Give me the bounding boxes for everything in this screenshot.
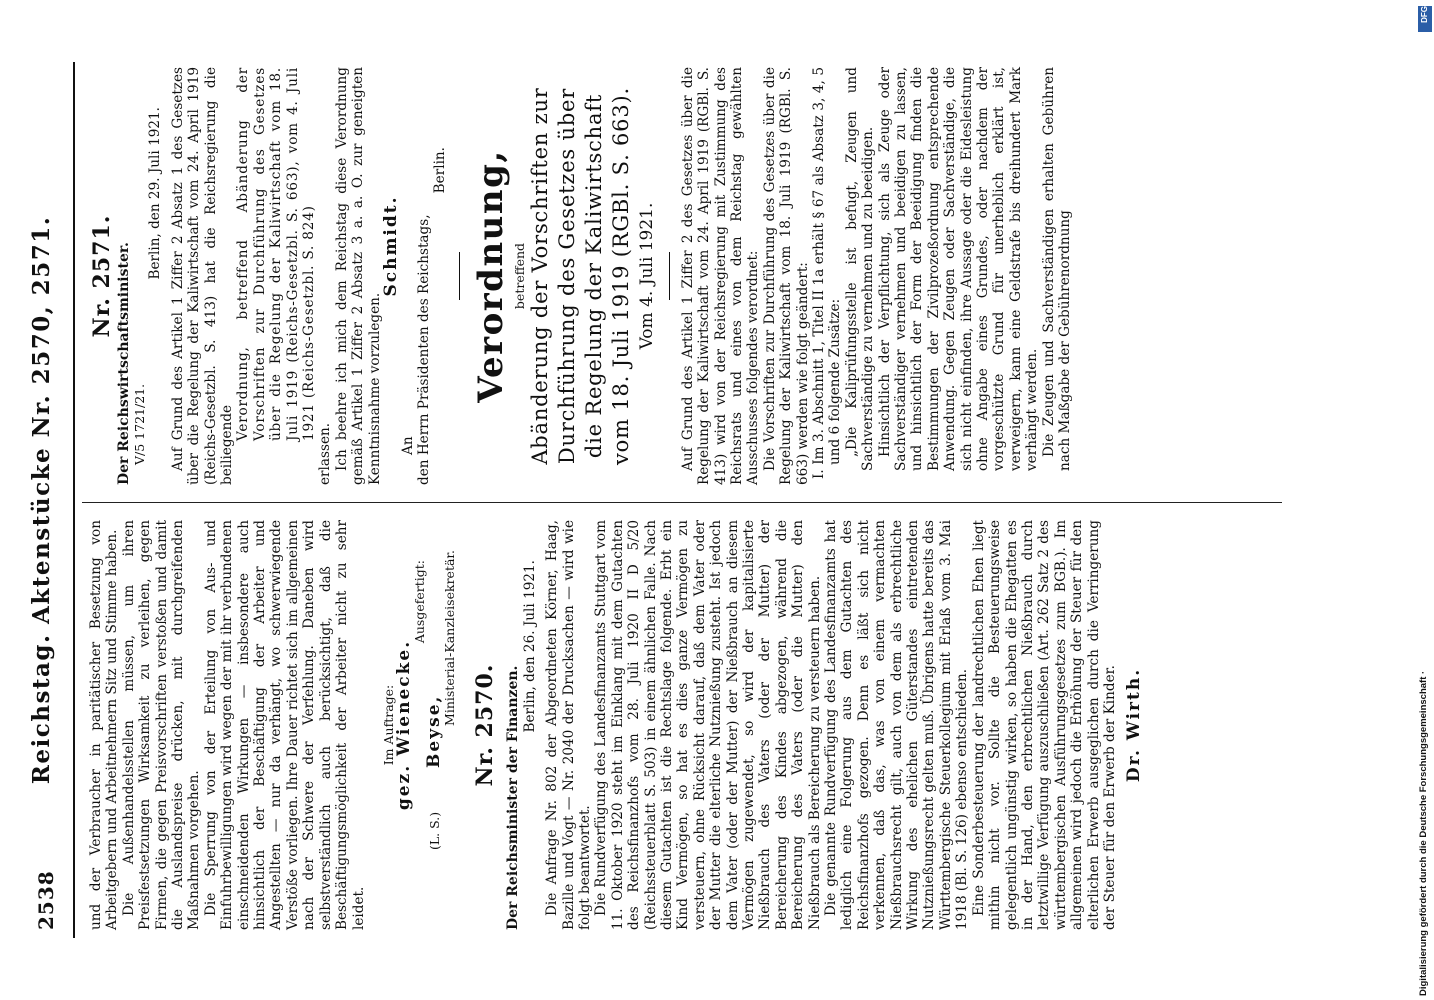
minister-2570: Der Reichsminister der Finanzen. bbox=[505, 665, 522, 930]
verordnung-title: Abänderung der Vorschriften zur Durchführung des Gesetzes über die Regelung der Kaliwirtschaft vom 18. Juli 1919 (RGBl. S. 663). bbox=[527, 87, 633, 465]
addressee-city: Berlin. bbox=[432, 147, 449, 194]
paragraph: Hinsichtlich der Verpflichtung, sich als Zeuge oder Sachverständiger vernehmen und beeidigen zu lassen, und hinsichtlich der Form der Beeidigung finden die Bestimmungen der Zivilprozeßordnung entsprechende Anwendung. Gegen Zeugen oder Sachverständige, die sich nicht einfinden, ihre Aussage oder die Eidesleistung ohne Angabe eines Grundes, oder nachdem der vorgeschützte Grund für unerheblich erklärt ist, verweigern, kann eine Geldstrafe bis dreihundert Mark verhängt werden. bbox=[876, 67, 1041, 471]
right-column bbox=[88, 67, 1073, 485]
addressee: den Herrn Präsidenten des Reichstags, bbox=[415, 214, 432, 485]
signature-wirth: Dr. Wirth. bbox=[1124, 667, 1145, 783]
page-number: 2538 bbox=[34, 870, 58, 930]
nr-2571-heading: Nr. 2571. bbox=[89, 214, 115, 338]
list-item: I. Im 3. Abschnitt 1, Titel II 1a erhält § 67 als Absatz 3, 4, 5 und 6 folgende Zusätze: bbox=[810, 67, 844, 479]
date-2570: Berlin, den 26. Juli 1921. bbox=[521, 560, 538, 733]
column-rule bbox=[82, 502, 1282, 503]
paragraph: Auf Grund des Artikel 1 Ziffer 2 des Gesetzes über die Regelung der Kaliwirtschaft vom 24. April 1919 (RGBl. S. 413) wird von der Reichsregierung mit Zustimmung des Reichsrats und eines von dem Reichstag gewählten Ausschusses folgendes verordnet: bbox=[679, 67, 762, 485]
nr-2570-heading: Nr. 2570. bbox=[472, 663, 499, 787]
betreffend-label: betreffend bbox=[511, 242, 527, 310]
verordnung-heading: Verordnung, bbox=[470, 149, 511, 403]
credit-text: Digitalisierung gefördert durch die Deutsche Forschungsgemeinschaft · bbox=[1418, 670, 1429, 996]
quoted-title: Verordnung, betreffend Abänderung der Vorschriften zur Durchführung des Gesetzes über die Regelung der Kaliwirtschaft vom 18. Juli 1919 (Reichs-Gesetzbl. S. 663), vom 4. Juli 1921 (Reichs-Gesetzbl. S. 824) bbox=[235, 67, 318, 441]
erlassen: erlassen. bbox=[317, 422, 334, 485]
ausgefertigt-label: Ausgefertigt: bbox=[412, 560, 428, 644]
auftrag-signature: gez. Wienecke. bbox=[393, 639, 414, 811]
an-label: An bbox=[399, 436, 416, 455]
date-2571: Berlin, den 29. Juli 1921. bbox=[147, 107, 164, 280]
paragraph: Eine Sonderbesteuerung der landrechtlichen Ehen liegt mithin nicht vor. Sollte die Besteuerungsweise gelegentlich ungünstig wirken, so haben die Ehegatten es in der Hand, den erbrechtlichen Nießbrauch durch letztwillige Verfügung auszuschließen (Art. 262 Satz 2 des württembergischen Ausführungsgesetzes zum BGB.). Im allgemeinen wird jedoch die Erhöhung der Steuer für den elterlichen Erwerb ausgeglichen durch die Verringerung der Steuer für den Erwerb der Kinder. bbox=[970, 520, 1118, 930]
paragraph: Die Zeugen und Sachverständigen erhalten Gebühren nach Maßgabe der Gebührenordnung bbox=[1040, 67, 1074, 471]
page-header bbox=[28, 70, 62, 930]
minister-2571: Der Reichswirtschaftsminister. bbox=[116, 242, 132, 485]
ausgefertigt-title: Ministerial-Kanzleisekretär. bbox=[442, 550, 458, 726]
paragraph: Die Sperrung von der Erteilung von Aus- und Einfuhrbewilligungen wird wegen der mit ihr verbundenen einschneidenden Wirkungen — insbesondere auch hinsichtlich der Beschäftigung der Arbeiter und Angestellten — nur da verhängt, wo schwerwiegende Verstöße vorliegen. Ihre Dauer richtet sich im allgemeinen nach der Schwere der Verfehlung. Daneben wird selbstverständlich auch berücksichtigt, daß die Beschäftigungsmöglichkeit der Arbeiter nicht zu sehr leidet. bbox=[202, 520, 367, 930]
paragraph: Ich beehre ich mich dem Reichstag diese Verordnung gemäß Artikel 1 Ziffer 2 Absatz 3 a. a. O. zur geneigten Kenntnisnahme vorzulegen. bbox=[333, 67, 383, 485]
paragraph: Die Außenhandelsstellen müssen, um ihren Preisfestsetzungen Wirksamkeit zu verleihen, gegen Firmen, die gegen Preisvorschriften verstoßen und damit die Auslandspreise drücken, mit durchgreifenden Maßnahmen vorgehen. bbox=[120, 520, 203, 930]
paragraph: Die Vorschriften zur Durchführung des Gesetzes über die Regelung der Kaliwirtschaft vom 18. Juli 1919 (RGBl. S. 663) werden wie folgt geändert: bbox=[761, 67, 811, 485]
seal-ls: (L. S.) bbox=[427, 811, 443, 850]
verordnung-date: Vom 4. Juli 1921. bbox=[636, 202, 657, 350]
paragraph: Die Anfrage Nr. 802 der Abgeordneten Körner, Haag, Bazille und Vogt — Nr. 2040 der Drucksachen — wird wie folgt beantwortet. bbox=[544, 520, 593, 930]
seal-mark bbox=[424, 520, 445, 930]
signature-schmidt: Schmidt. bbox=[381, 195, 402, 297]
header-rule bbox=[73, 62, 75, 938]
auftrag-label: Im Auftrage: bbox=[380, 684, 396, 766]
dfg-logo bbox=[1418, 6, 1432, 32]
section-divider bbox=[669, 252, 670, 300]
ausgefertigt-name: Beyse, bbox=[424, 694, 445, 768]
running-head: Reichstag. Aktenstücke Nr. 2570, 2571. bbox=[28, 215, 55, 785]
paragraph: „Die Kaliprüfungsstelle ist befugt, Zeugen und Sachverständige zu vernehmen und zu beeidigen. bbox=[843, 67, 877, 471]
section-divider bbox=[459, 252, 460, 300]
left-column bbox=[88, 520, 1143, 930]
paragraph: Die genannte Rundverfügung des Landesfinanzamts hat lediglich eine Folgerung aus dem Gutachten des Reichsfinanzhofs gezogen. Denn es läßt sich nicht verkennen, daß das, was von einem vermachten Nießbrauchsrecht gilt, auch von dem als erbrechtliche Wirkung des ehelichen Güterstandes eintretenden Nutznießungsrecht gelten muß. Übrigens hatte bereits das Württembergische Steuerkollegium mit Erlaß vom 3. Mai 1918 (Bl. S. 126) ebenso entschieden. bbox=[823, 520, 971, 930]
reference-number: V/5 1721/21. bbox=[132, 383, 148, 465]
paragraph: und der Verbraucher in paritätischer Besetzung von Arbeitgebern und Arbeitnehmern Sitz und Stimme haben. bbox=[88, 520, 121, 930]
dfg-logo-text: DFG bbox=[1420, 6, 1429, 23]
paragraph: Die Rundverfügung des Landesfinanzamts Stuttgart vom 11. Oktober 1920 steht im Einklang mit dem Gutachten des Reichsfinanzhofs vom 28. Juli 1920 II D 5/20 (Reichssteuerblatt S. 503) in einem ähnlichen Falle. Nach diesem Gutachten ist die Rechtslage folgende. Erbt ein Kind Vermögen, so hat es dies ganze Vermögen zu versteuern, ohne Rücksicht darauf, daß dem Vater oder der Mutter die elterliche Nutznießung zusteht. Ist jedoch dem Vater (oder der Mutter) der Nießbrauch an diesem Vermögen zugewendet, so wird der kapitalisierte Nießbrauch des Vaters (oder der Mutter) der Bereicherung des Kindes abgezogen, während die Bereicherung des Vaters (oder die Mutter) den Nießbrauch als Bereicherung zu versteuern haben. bbox=[593, 520, 823, 930]
paragraph: Auf Grund des Artikel 1 Ziffer 2 Absatz 1 des Gesetzes über die Regelung der Kaliwirtschaft vom 24. April 1919 (Reichs-Gesetzbl. S. 413) hat die Reichsregierung die beiliegende bbox=[169, 67, 236, 485]
digitization-credit bbox=[1416, 6, 1432, 996]
